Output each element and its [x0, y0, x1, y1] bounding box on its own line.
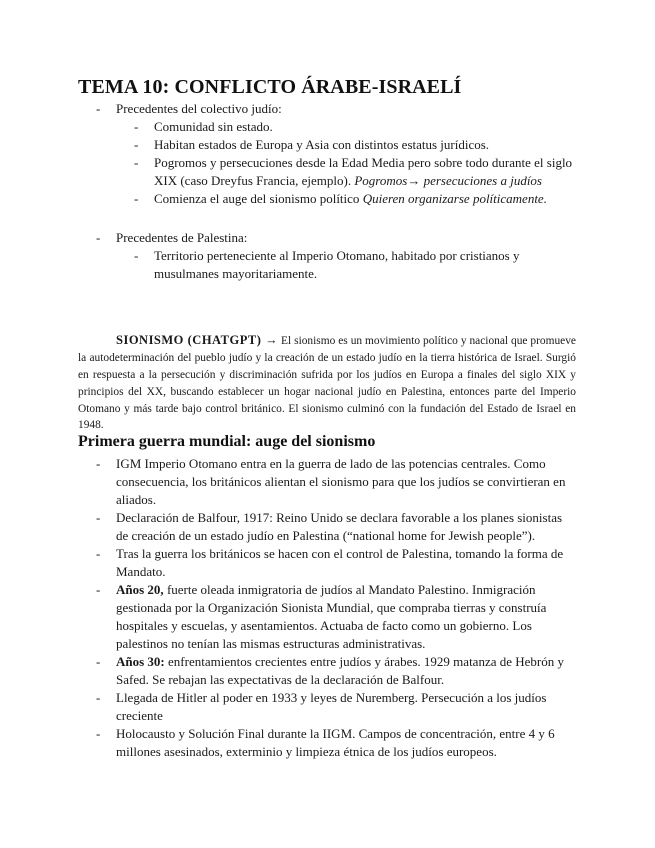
- list-item: - Llegada de Hitler al poder en 1933 y leyes de Nuremberg. Persecución a los judíos creciente: [96, 690, 547, 723]
- zionism-heading: SIONISMO (CHATGPT) →: [116, 333, 279, 348]
- list-item: - IGM Imperio Otomano entra en la guerra de lado de las potencias centrales. Como consecuencia, los británicos alientan el sionismo para que los judíos se convirtieran en aliados.: [96, 456, 566, 507]
- section-jewish-precedents: [96, 100, 576, 208]
- list-item: - Años 30: enfrentamientos crecientes entre judíos y árabes. 1929 matanza de Hebrón y Safed. Se rebajan las expectativas de la declaración de Balfour.: [96, 654, 564, 687]
- list-item: - Declaración de Balfour, 1917: Reino Unido se declara favorable a los planes sionistas de creación de un estado judío en Palestina (“national home for Jewish people”).: [96, 510, 563, 543]
- note-political: Quieren organizarse políticamente.: [362, 191, 547, 206]
- list-item: - Habitan estados de Europa y Asia con distintos estatus jurídicos.: [134, 137, 490, 152]
- list-item: - Años 20, fuerte oleada inmigratoria de judíos al Mandato Palestino. Inmigración gestionada por la Organización Sionista Mundial, que compraba tierras y construía hospitales y escuelas, y asentamientos. Actuaba de facto como un gobierno. Los palestinos no tenían las mismas estructuras administrativas.: [96, 582, 547, 651]
- list-item: - Territorio perteneciente al Imperio Otomano, habitado por cristianos y musulmanes mayoritariamente.: [134, 248, 520, 281]
- list-item: - Tras la guerra los británicos se hacen con el control de Palestina, tomando la forma de Mandato.: [96, 546, 564, 579]
- note-pogroms: Pogromos→ persecuciones a judíos: [354, 173, 542, 188]
- section-palestine-precedents: [96, 229, 576, 283]
- list-item: - Precedentes de Palestina: - Territorio perteneciente al Imperio Otomano, habitado por cristianos y musulmanes mayoritariamente.: [116, 229, 576, 283]
- section-heading: Primera guerra mundial: auge del sionismo: [78, 433, 376, 450]
- list-item: - Pogromos y persecuciones desde la Edad Media pero sobre todo durante el siglo XIX (caso Dreyfus Francia, ejemplo). Pogromos→ persecuciones a judíos: [134, 155, 573, 188]
- bullet-dash: -: [96, 101, 101, 116]
- page-title: TEMA 10: CONFLICTO ÁRABE-ISRAELÍ: [78, 76, 462, 98]
- list-item: - Comunidad sin estado.: [134, 119, 273, 134]
- list-item: - Comienza el auge del sionismo político Quieren organizarse políticamente.: [134, 191, 547, 206]
- list-item: - Holocausto y Solución Final durante la IIGM. Campos de concentración, entre 4 y 6 millones asesinados, exterminio y limpieza étnica de los judíos europeos.: [96, 726, 555, 759]
- section-ww1: [96, 455, 576, 761]
- list-item-label: Precedentes de Palestina:: [116, 230, 248, 245]
- list-item: [96, 100, 576, 208]
- zionism-paragraph: SIONISMO (CHATGPT) → El sionismo es un movimiento político y nacional que promueve la autodeterminación del pueblo judío y la creación de un estado judío en la tierra histórica de Israel. Surgió en respuesta a la persecución y discriminación sufrida por los judíos en Europa a finales del siglo XIX y principios del XX, buscando establecer un hogar nacional judío en Palestina, entonces parte del Imperio Otomano y más tarde bajo control británico. El sionismo culminó con la fundación del Estado de Israel en 1948.: [78, 333, 576, 432]
- list-item-label: Precedentes del colectivo judío:: [116, 101, 282, 116]
